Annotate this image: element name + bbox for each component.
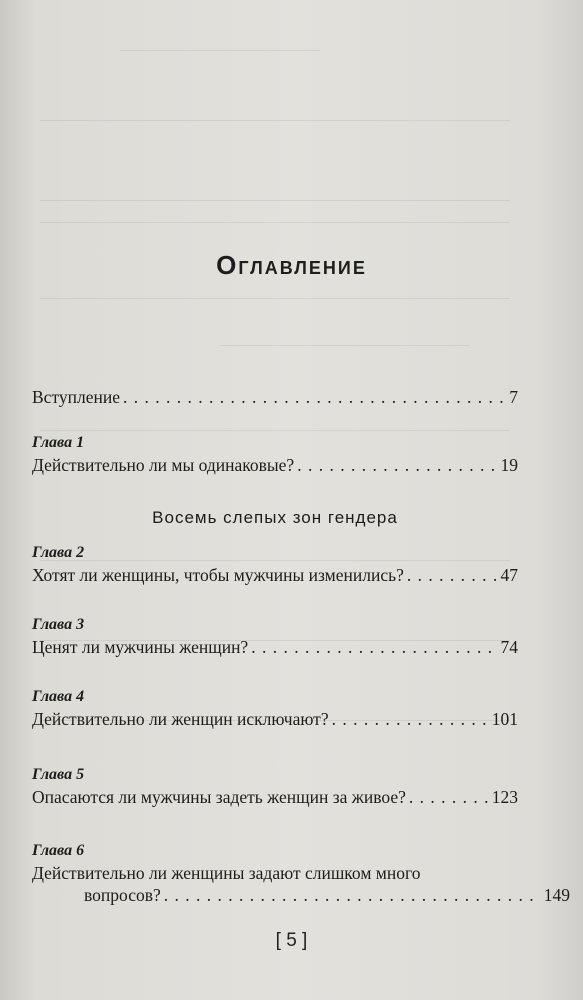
entry-title: Действительно ли женщин исключают? (32, 709, 329, 729)
entry-page: 149 (543, 885, 570, 905)
entry-title: Ценят ли мужчины женщин? (32, 637, 249, 657)
leader-dots (407, 564, 498, 586)
chapter-label: Глава 1 (32, 434, 85, 451)
chapter-label: Глава 3 (32, 616, 85, 633)
toc-entry-chapter-1[interactable] (32, 432, 518, 476)
chapter-label: Глава 6 (32, 842, 85, 859)
toc-entry-chapter-2[interactable] (32, 542, 518, 586)
leader-dots (409, 786, 489, 808)
toc-entry-chapter-5[interactable] (32, 764, 518, 808)
toc-entry-chapter-4[interactable] (32, 686, 518, 730)
entry-page: 74 (500, 637, 518, 657)
chapter-label: Глава 4 (32, 688, 85, 705)
section-heading: Восемь слепых зон гендера (152, 508, 398, 527)
entry-page: 19 (500, 455, 518, 475)
toc-title: Оглавление (216, 250, 367, 280)
entry-title-line-2: вопросов? (84, 885, 161, 905)
entry-title: Действительно ли мы одинаковые? (32, 455, 295, 475)
entry-page: 101 (491, 709, 518, 729)
toc-entry-chapter-3[interactable] (32, 614, 518, 658)
leader-dots (297, 454, 497, 476)
leader-dots (123, 386, 506, 408)
chapter-label: Глава 5 (32, 766, 85, 783)
toc-entry-intro[interactable] (32, 386, 518, 408)
leader-dots (251, 636, 497, 658)
entry-title-line-1: Действительно ли женщины задают слишком много (32, 863, 421, 883)
entry-title: Хотят ли женщины, чтобы мужчины изменились? (32, 565, 404, 585)
entry-title: Вступление (32, 387, 120, 407)
entry-page: 7 (509, 387, 518, 407)
leader-dots (164, 884, 541, 906)
entry-page: 47 (500, 565, 518, 585)
page-number: [ 5 ] (275, 930, 308, 951)
entry-page: 123 (491, 787, 518, 807)
chapter-label: Глава 2 (32, 544, 85, 561)
entry-title: Опасаются ли мужчины задеть женщин за живое? (32, 787, 406, 807)
leader-dots (332, 708, 489, 730)
toc-entry-chapter-6[interactable] (32, 840, 570, 906)
